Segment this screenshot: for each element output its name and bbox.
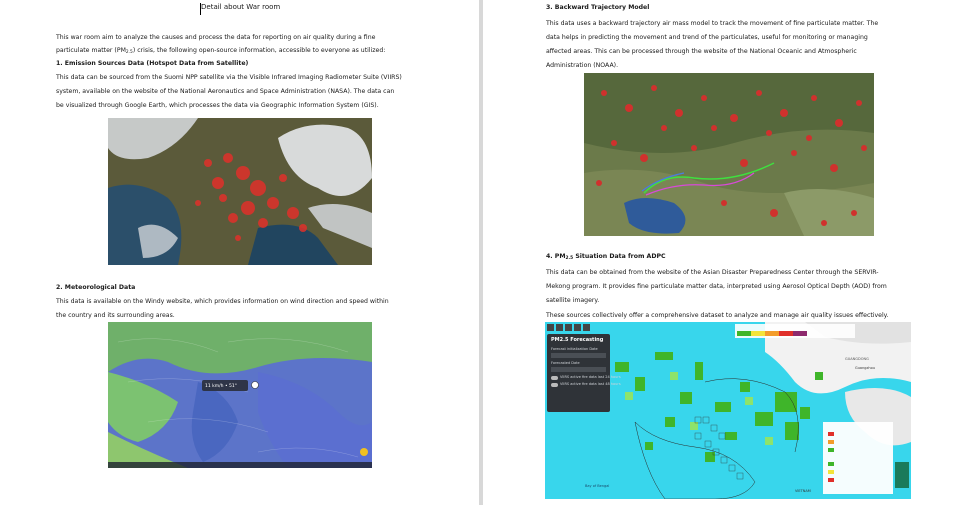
toggle-fire-48h-label: VIIRS active fire data last 48 hours [560, 382, 621, 386]
forecasted-date-select[interactable] [551, 367, 606, 372]
section-2-line-2: the country and its surrounding areas. [56, 312, 175, 319]
section-2-line-1: This data is available on the Windy website, which provides information on wind direction and speed within [56, 298, 389, 305]
section-1-line-1: This data can be sourced from the Suomi NPP satellite via the Visible Infrared Imaging Radiometer Suite (VIIRS) [56, 74, 402, 81]
toggle-fire-24h-label: VIIRS active fire data last 24 hours [560, 375, 621, 379]
zoom-out-icon[interactable] [565, 324, 572, 331]
summary-line: These sources collectively offer a comprehensive dataset to analyze and manage air quality issues effectively. [546, 312, 889, 319]
forecast-date-select[interactable] [551, 353, 606, 358]
section-1-line-2: system, available on the website of the National Aeronautics and Space Administration (NASA). The data can [56, 88, 395, 95]
satellite-hotspot-image [108, 118, 372, 265]
intro-line-2: particulate matter $(PM_{2.5})$ crisis, the following open-source information, accessible to everyone as utilized: [56, 47, 386, 55]
map-label-guangdong: GUANGDONG [845, 357, 869, 361]
forecast-date-label: Forecast initialization Date [551, 347, 598, 351]
windy-map-image [108, 322, 372, 468]
section-3-heading: 3. Backward Trajectory Model [546, 4, 650, 11]
section-3-line-1: This data uses a backward trajectory air mass model to track the movement of fine particulate matter. The [546, 20, 879, 27]
intro-line-1: This war room aim to analyze the causes and process the data for reporting on air quality during a fine [56, 34, 376, 41]
section-4-line-1: This data can be obtained from the website of the Asian Disaster Preparedness Center through the SERVIR- [546, 269, 879, 276]
map-label-bay-of-bengal: Bay of Bengal [585, 484, 610, 488]
map-label-guangzhou: Guangzhou [855, 366, 875, 370]
page-title: Detail about War room [201, 3, 281, 11]
section-3-line-4: Administration (NOAA). [546, 62, 619, 69]
wind-speed-label: 11 km/h • 51° [205, 384, 238, 389]
forecast-panel-title: PM2.5 Forecasting [551, 337, 604, 343]
document-page-right [483, 0, 960, 505]
document-page-left [0, 0, 479, 505]
toggle-fire-24h[interactable] [551, 376, 558, 380]
section-3-line-2: data helps in predicting the movement and trend of the particulates, useful for monitoring or managing [546, 34, 868, 41]
forecast-panel [547, 334, 621, 412]
layers-icon[interactable] [547, 324, 554, 331]
section-3-line-3: affected areas. This can be processed through the website of the National Oceanic and Atmospheric [546, 48, 857, 55]
forecasted-date-label: Forecasted Date [551, 361, 580, 365]
adpc-forecast-map-image [545, 322, 911, 499]
map-toolbar [547, 324, 590, 331]
section-1-line-3: be visualized through Google Earth, which processes the data via Geographic Information System (GIS). [56, 102, 379, 109]
section-1-heading: 1. Emission Sources Data (Hotspot Data from Satellite) [56, 60, 249, 67]
fullscreen-icon[interactable] [583, 324, 590, 331]
toggle-fire-48h[interactable] [551, 383, 558, 387]
zoom-in-icon[interactable] [556, 324, 563, 331]
section-4-heading: 4. $PM_{2.5}$ Situation Data from ADPC [546, 253, 666, 261]
map-label-vietnam: VIETNAM [795, 489, 811, 493]
home-icon[interactable] [574, 324, 581, 331]
section-4-line-3: satellite imagery. [546, 297, 600, 304]
trajectory-map-image [584, 73, 874, 236]
section-4-line-2: Mekong program. It provides fine particulate matter data, interpreted using Aerosol Optical Depth (AOD) from [546, 283, 887, 290]
section-2-heading: 2. Meteorological Data [56, 284, 136, 291]
